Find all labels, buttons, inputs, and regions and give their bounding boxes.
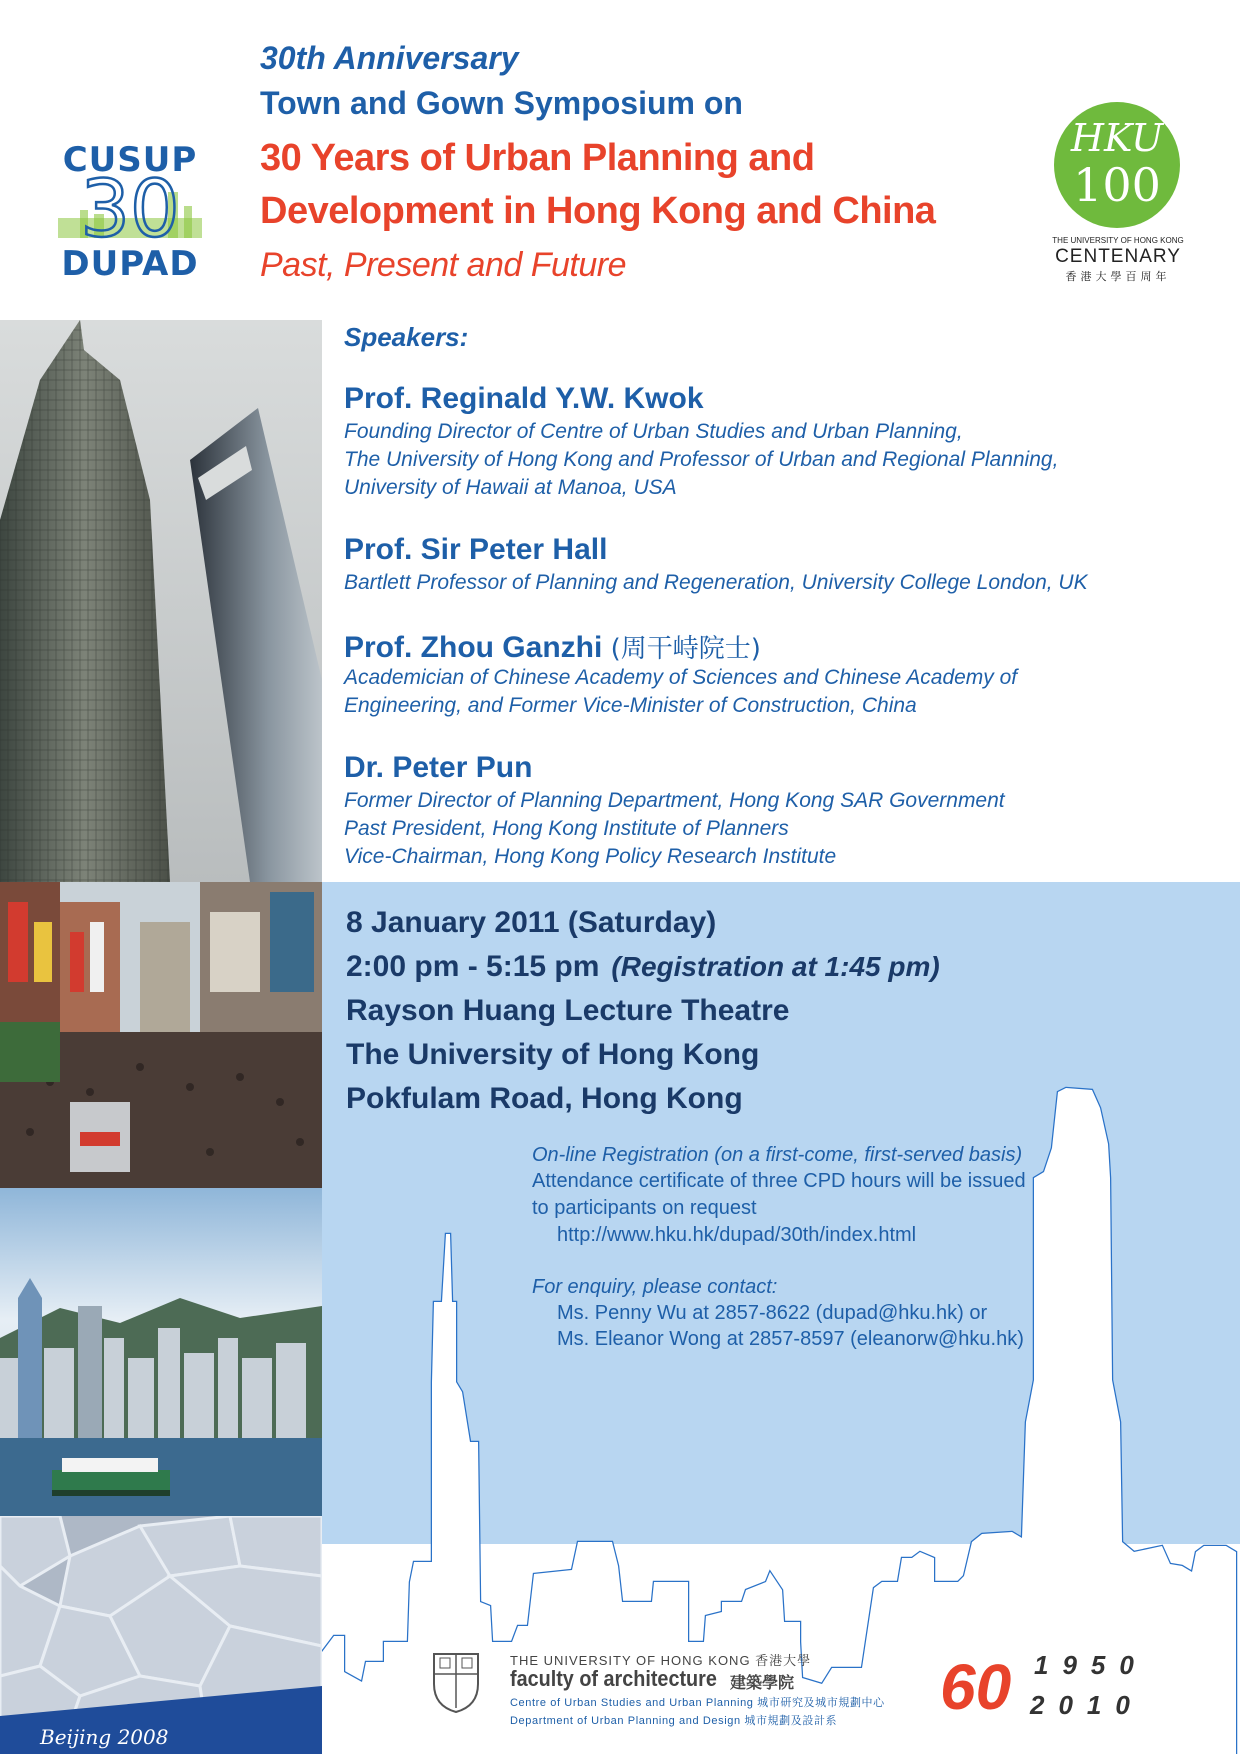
registration-url-link[interactable]: http://www.hku.hk/dupad/30th/index.html — [557, 1224, 917, 1246]
photo-beijing-water-cube — [0, 1516, 322, 1754]
speaker-description — [344, 418, 1224, 502]
event-time: 2:00 pm - 5:15 pm — [346, 950, 600, 983]
venue-line-1: Rayson Huang Lecture Theatre — [346, 994, 790, 1027]
title-line-1: 30 Years of Urban Planning and — [260, 137, 815, 179]
logo-cusup-text: CUSUP — [62, 140, 198, 180]
venue-line-3: Pokfulam Road, Hong Kong — [346, 1082, 743, 1115]
beijing-2008-text: Beijing 2008 — [40, 1725, 169, 1749]
footer-60th-anniversary: 60 — [940, 1651, 1012, 1723]
speaker-name-row — [344, 628, 761, 665]
speaker-description-line: Vice-Chairman, Hong Kong Policy Research Institute — [344, 845, 837, 868]
footer-faculty-chinese: 建築學院 — [730, 1675, 795, 1692]
symposium-heading: Town and Gown Symposium on — [260, 85, 743, 121]
footer-university-name: THE UNIVERSITY OF HONG KONG 香港大學 — [510, 1653, 812, 1668]
footer-faculty-name: faculty of architecture — [510, 1666, 717, 1691]
cusup-dupad-logo — [58, 140, 202, 284]
venue-line-2: The University of Hong Kong — [346, 1038, 760, 1071]
event-time-row — [346, 950, 940, 984]
speaker-description-line: Founding Director of Centre of Urban Studies and Urban Planning, — [344, 420, 963, 443]
subtitle: Past, Present and Future — [260, 246, 626, 284]
hku-centenary-text: CENTENARY — [1055, 246, 1181, 267]
speaker-name: Dr. Peter Pun — [344, 751, 533, 784]
online-registration-text: On-line Registration (on a first-come, first-served basis) — [532, 1144, 1023, 1166]
title-line-2: Development in Hong Kong and China — [260, 190, 936, 232]
speakers-heading: Speakers: — [344, 322, 469, 352]
cpd-certificate-text: Attendance certificate of three CPD hours will be issued — [532, 1170, 1026, 1192]
hku100-logo — [1054, 102, 1180, 228]
registration-time-note: (Registration at 1:45 pm) — [611, 951, 940, 982]
footer-department-name: Department of Urban Planning and Design 城市規劃及設計系 — [510, 1715, 838, 1727]
speaker-name: Prof. Sir Peter Hall — [344, 533, 608, 566]
event-date: 8 January 2011 (Saturday) — [346, 906, 717, 939]
speaker-name: Prof. Reginald Y.W. Kwok — [344, 382, 704, 415]
speaker-name: Prof. Zhou Ganzhi — [344, 631, 603, 664]
hku-university-text: THE UNIVERSITY OF HONG KONG — [1052, 236, 1184, 245]
speaker-description-line: Academician of Chinese Academy of Sciences and Chinese Academy of — [344, 666, 1018, 689]
logo-dupad-text: DUPAD — [61, 244, 199, 284]
photo-victoria-harbour — [0, 1188, 322, 1516]
logo-30-graphic — [58, 170, 202, 246]
contact-penny-wu: Ms. Penny Wu at 2857-8622 (dupad@hku.hk) or — [557, 1302, 988, 1324]
photo-nanjing-road — [0, 882, 322, 1188]
hku-crest-icon — [430, 1650, 482, 1714]
speaker-description-line: University of Hawaii at Manoa, USA — [344, 476, 677, 499]
anniversary-heading: 30th Anniversary — [260, 40, 519, 76]
hku-centenary-chinese: 香港大學百周年 — [1065, 271, 1171, 283]
speaker-description-line: The University of Hong Kong and Professor of Urban and Regional Planning, — [344, 448, 1059, 471]
hku-logo-number: 100 — [1073, 158, 1161, 212]
enquiry-heading: For enquiry, please contact: — [532, 1276, 778, 1298]
footer-centre-name: Centre of Urban Studies and Urban Planning 城市研究及城市規劃中心 — [510, 1697, 885, 1709]
speaker-description-line: Former Director of Planning Department, Hong Kong SAR Government — [344, 789, 1005, 812]
contact-eleanor-wong: Ms. Eleanor Wong at 2857-8597 (eleanorw@hku.hk) — [557, 1328, 1024, 1350]
speaker-description-line: Bartlett Professor of Planning and Regeneration, University College London, UK — [344, 571, 1088, 594]
speaker-description-line: Engineering, and Former Vice-Minister of Construction, China — [344, 694, 917, 717]
cpd-certificate-text-2: to participants on request — [532, 1197, 757, 1219]
speaker-description-line: Past President, Hong Kong Institute of Planners — [344, 817, 789, 840]
hku-logo-text: HKU — [1070, 116, 1164, 160]
speaker-description — [344, 664, 1224, 720]
photo-shanghai-towers — [0, 320, 322, 882]
svg-text:30: 30 — [80, 170, 180, 246]
speaker-description — [344, 787, 1224, 871]
footer-year-end: 2010 — [1030, 1690, 1144, 1720]
speaker-description — [344, 569, 1224, 597]
speaker-chinese-name: (周干峙院士) — [610, 634, 761, 664]
footer-year-start: 1950 — [1034, 1650, 1148, 1680]
